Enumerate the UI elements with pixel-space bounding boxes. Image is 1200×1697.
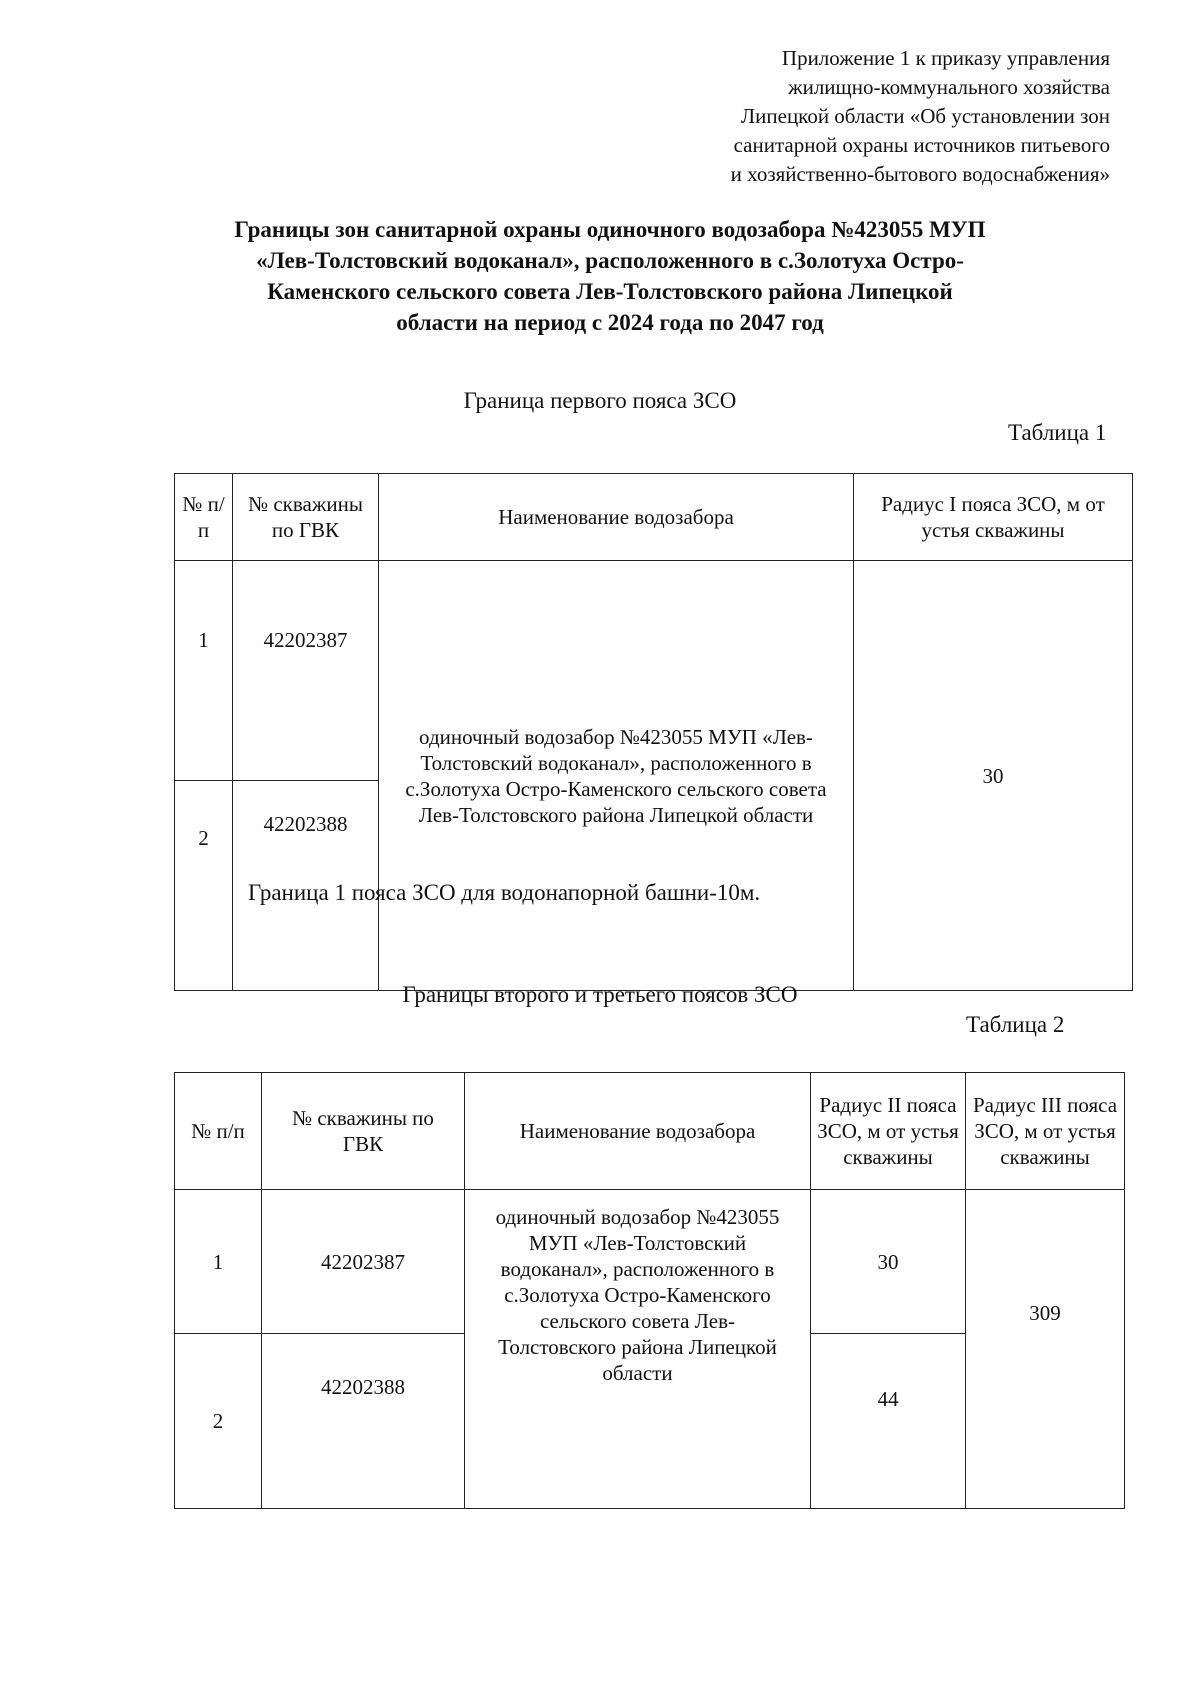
table-row (175, 1190, 1125, 1334)
appendix-line: Липецкой области «Об установлении зон (740, 104, 1110, 128)
cell-radius: 30 (854, 561, 1133, 991)
header-num: № п/п (175, 1073, 262, 1190)
header-radius3: Радиус III пояса ЗСО, м от устья скважины (966, 1073, 1125, 1190)
cell-num: 2 (175, 781, 233, 991)
cell-num: 2 (175, 1334, 262, 1509)
table1-label: Таблица 1 (1008, 420, 1107, 445)
title-line: области на период с 2024 года по 2047 год (396, 310, 824, 335)
cell-radius2: 44 (811, 1334, 966, 1509)
cell-well: 42202388 (233, 781, 379, 991)
table2-label: Таблица 2 (966, 1012, 1065, 1037)
cell-radius3: 309 (966, 1190, 1125, 1509)
header-well: № скважины по ГВК (233, 474, 379, 561)
cell-name: одиночный водозабор №423055 МУП «Лев-Толстовский водоканал», расположенного в с.Золотуха Остро-Каменского сельского совета Лев-Толстовского района Липецкой области (379, 561, 854, 991)
table-header-row (175, 1073, 1125, 1190)
header-name: Наименование водозабора (465, 1073, 811, 1190)
section2-title: Границы второго и третьего поясов ЗСО (402, 982, 798, 1007)
header-radius2: Радиус II пояса ЗСО, м от устья скважины (811, 1073, 966, 1190)
cell-radius2: 30 (811, 1190, 966, 1334)
title-line: «Лев-Толстовский водоканал», расположенного в с.Золотуха Остро- (256, 248, 964, 273)
appendix-line: санитарной охраны источников питьевого (733, 133, 1110, 157)
appendix-line: жилищно-коммунального хозяйства (788, 75, 1110, 99)
table-zone-1 (174, 473, 1133, 991)
tower-note: Граница 1 пояса ЗСО для водонапорной башни-10м. (248, 880, 761, 905)
cell-well: 42202387 (262, 1190, 465, 1334)
table-header-row (175, 474, 1133, 561)
title-line: Границы зон санитарной охраны одиночного водозабора №423055 МУП (234, 217, 986, 242)
cell-name: одиночный водозабор №423055 МУП «Лев-Толстовский водоканал», расположенного в с.Золотуха Остро-Каменского сельского совета Лев-Толстовского района Липецкой области (465, 1190, 811, 1509)
document-title (140, 214, 1080, 338)
header-name: Наименование водозабора (379, 474, 854, 561)
cell-well: 42202388 (262, 1334, 465, 1509)
section1-title: Граница первого пояса ЗСО (463, 388, 737, 413)
table-zone-2-3 (174, 1072, 1125, 1509)
cell-well: 42202387 (233, 561, 379, 781)
cell-num: 1 (175, 1190, 262, 1334)
header-num: № п/п (175, 474, 233, 561)
header-well: № скважины по ГВК (262, 1073, 465, 1190)
appendix-line: Приложение 1 к приказу управления (781, 46, 1110, 70)
cell-num: 1 (175, 561, 233, 781)
appendix-line: и хозяйственно-бытового водоснабжения» (730, 162, 1110, 186)
appendix-header (590, 44, 1110, 189)
header-radius: Радиус I пояса ЗСО, м от устья скважины (854, 474, 1133, 561)
table-row (175, 561, 1133, 781)
title-line: Каменского сельского совета Лев-Толстовского района Липецкой (267, 279, 953, 304)
